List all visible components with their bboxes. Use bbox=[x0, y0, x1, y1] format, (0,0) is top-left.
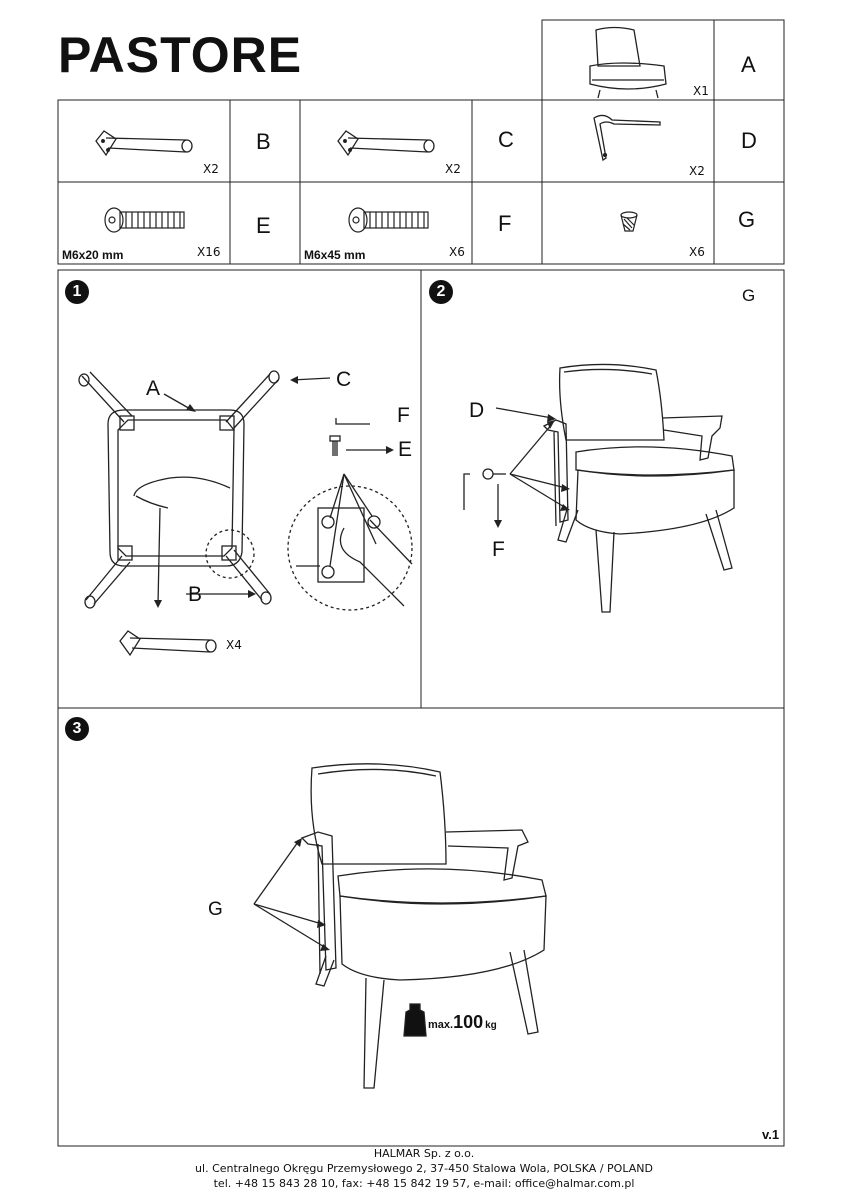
max-load-unit: kg bbox=[485, 1020, 497, 1031]
step-1-label-a: A bbox=[146, 377, 161, 400]
step-1-label-f: F bbox=[397, 404, 410, 427]
max-load-value: 100 bbox=[453, 1012, 484, 1032]
footer-contact: tel. +48 15 843 28 10, fax: +48 15 842 19 57, e-mail: office@halmar.com.pl bbox=[213, 1177, 635, 1190]
step-3-number: 3 bbox=[65, 717, 89, 741]
version-label: v.1 bbox=[762, 1127, 780, 1142]
part-a-letter: A bbox=[741, 52, 756, 77]
step-1-arrowheads bbox=[154, 376, 394, 608]
step-2-label-f: F bbox=[492, 538, 505, 561]
footer-company: HALMAR Sp. z o.o. bbox=[373, 1147, 475, 1160]
part-e-screw-illustration bbox=[105, 208, 184, 232]
step-1-leg-qty: X4 bbox=[226, 638, 242, 652]
step-3-label-g: G bbox=[208, 899, 223, 920]
max-load-prefix: max. bbox=[428, 1019, 454, 1031]
step-2-label-g: G bbox=[742, 286, 756, 305]
part-b-qty: X2 bbox=[203, 162, 219, 176]
part-g-letter: G bbox=[738, 207, 756, 232]
part-g-glide-illustration bbox=[621, 212, 637, 231]
step-3-arrows bbox=[254, 842, 326, 948]
step-1-arrows bbox=[158, 378, 390, 604]
part-e-spec: M6x20 mm bbox=[62, 248, 124, 262]
step-1-label-b: B bbox=[188, 583, 203, 606]
part-f-qty: X6 bbox=[449, 245, 465, 259]
part-f-letter: F bbox=[498, 211, 512, 236]
part-d-qty: X2 bbox=[689, 164, 705, 178]
product-title: PASTORE bbox=[58, 27, 303, 83]
step-1-label-c: C bbox=[336, 368, 352, 391]
part-f-spec: M6x45 mm bbox=[304, 248, 366, 262]
part-g-qty: X6 bbox=[689, 245, 705, 259]
max-load-label bbox=[428, 1012, 497, 1033]
part-b-letter: B bbox=[256, 129, 271, 154]
part-d-letter: D bbox=[741, 128, 757, 153]
step-2-number: 2 bbox=[429, 280, 453, 304]
part-c-leg-illustration bbox=[338, 131, 434, 155]
part-f-screw-illustration bbox=[349, 208, 428, 232]
step-1-label-e: E bbox=[398, 438, 413, 461]
part-a-qty: X1 bbox=[693, 84, 709, 98]
step-1-leg-x4-illustration bbox=[120, 631, 216, 655]
step-2-label-d: D bbox=[469, 399, 485, 422]
footer-address: ul. Centralnego Okręgu Przemysłowego 2, 37-450 Stalowa Wola, POLSKA / POLAND bbox=[195, 1162, 653, 1175]
part-c-qty: X2 bbox=[445, 162, 461, 176]
part-b-leg-illustration bbox=[96, 131, 192, 155]
part-d-armrest-illustration bbox=[594, 115, 660, 160]
part-e-letter: E bbox=[256, 213, 271, 238]
step-3-chair-illustration bbox=[302, 764, 546, 1088]
step-2-chair-illustration bbox=[464, 364, 734, 612]
step-1-illustration bbox=[79, 371, 412, 610]
part-a-chair-illustration bbox=[590, 28, 666, 99]
step-1-number: 1 bbox=[65, 280, 89, 304]
part-e-qty: X16 bbox=[197, 245, 221, 259]
part-c-letter: C bbox=[498, 127, 514, 152]
